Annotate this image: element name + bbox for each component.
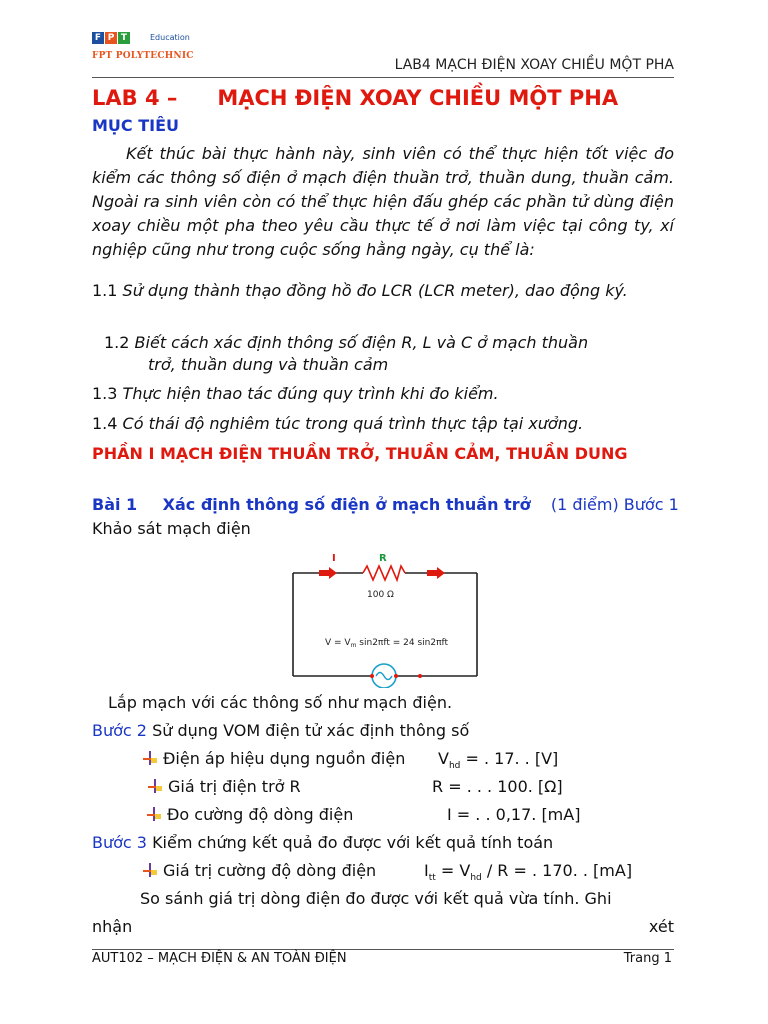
objective-1: [92, 280, 674, 302]
label-current: I: [332, 553, 336, 564]
footer-divider: [92, 949, 674, 950]
current-arrow-icon: [427, 567, 445, 579]
cross-bullet-icon: [143, 751, 157, 765]
compare-instruction: So sánh giá trị dòng điện đo được với kết quả vừa tính. Ghi: [140, 889, 612, 908]
section-heading-phan-1: PHẦN I MẠCH ĐIỆN THUẦN TRỞ, THUẦN CẢM, THUẦN DUNG: [92, 444, 628, 463]
objective-2: [104, 332, 674, 376]
step-3-text: Kiểm chứng kết quả đo được với kết quả tính toán: [152, 833, 554, 852]
step-3: [92, 832, 553, 854]
exercise-points: (1 điểm): [550, 495, 619, 514]
footer-page-number: Trang 1: [623, 951, 672, 966]
step-1-label: Bước 1: [623, 495, 679, 514]
measurement-label: Đo cường độ dòng điện: [167, 805, 354, 824]
measurement-resistance: [148, 776, 563, 798]
measurement-current: [147, 804, 581, 826]
circuit-wires: [293, 573, 477, 676]
measurement-label: Điện áp hiệu dụng nguồn điện: [163, 749, 406, 768]
resistor-value: 100 Ω: [367, 590, 394, 600]
intro-text: Kết thúc bài thực hành này, sinh viên có thể thực hiện tốt việc đo kiểm các thông số điện ở mạch điện thuần trở, thuần dung, thuần cảm. Ngoài ra sinh viên còn có thể thực hiện đấu ghép các phần tử dùng điện xoay chiều một pha theo yêu cầu thực tế ở nơi làm việc tại công ty, xí nghiệp cũng như trong cuộc sống hằng ngày, cụ thể là:: [92, 144, 674, 259]
footer-course: AUT102 – MẠCH ĐIỆN & AN TOÀN ĐIỆN: [92, 951, 347, 966]
measurement-label: Giá trị cường độ dòng điện: [163, 861, 377, 880]
step-3-label: Bước 3: [92, 833, 147, 852]
value: / R = . 170. . [mA]: [486, 861, 633, 880]
title-left: LAB 4 –: [92, 86, 178, 110]
symbol-sub: hd: [470, 873, 482, 884]
logo-block: P: [105, 32, 117, 44]
measurement-value: [438, 748, 558, 777]
cross-bullet-icon: [147, 807, 161, 821]
cross-bullet-icon: [143, 863, 157, 877]
symbol: = V: [440, 861, 471, 880]
objective-number: 1.4: [92, 414, 118, 433]
objective-number: 1.1: [92, 281, 118, 300]
step-1-text: Khảo sát mạch điện: [92, 519, 251, 538]
logo-education: Education: [150, 33, 190, 42]
objective-text: Sử dụng thành thạo đồng hồ đo LCR (LCR meter), dao động ký.: [122, 281, 628, 300]
step-2-text: Sử dụng VOM điện tử xác định thông số: [152, 721, 470, 740]
cross-bullet-icon: [148, 779, 162, 793]
logo-name: FPT POLYTECHNIC: [92, 51, 194, 61]
objective-3: [92, 383, 674, 405]
measurement-value: R = . . . 100. [Ω]: [432, 777, 563, 796]
measurement-voltage: [143, 748, 559, 772]
compare-word: xét: [648, 917, 674, 936]
compare-word: nhận: [92, 917, 133, 936]
assembly-instruction: Lắp mạch với các thông số như mạch điện.: [108, 693, 453, 712]
objective-number: 1.3: [92, 384, 118, 403]
logo-blocks: [92, 32, 130, 46]
source-formula: [325, 638, 448, 649]
logo-block: T: [118, 32, 130, 44]
resistive-circuit-diagram: [290, 548, 480, 688]
exercise-label: Bài 1: [92, 495, 138, 514]
step-2: [92, 720, 469, 742]
exercise-title: Xác định thông số điện ở mạch thuần trở: [162, 495, 531, 514]
muc-tieu-heading: MỤC TIÊU: [92, 116, 180, 135]
resistor-symbol: [363, 566, 405, 580]
objective-text: Biết cách xác định thông số điện R, L và C ở mạch thuần: [134, 333, 589, 352]
measurement-value: I = . . 0,17. [mA]: [447, 805, 581, 824]
formula-sub: m: [350, 642, 357, 649]
measurement-value: [424, 860, 632, 889]
objective-text-cont: trở, thuần dung và thuần cảm: [148, 355, 389, 374]
objective-number: 1.2: [104, 333, 130, 352]
objective-text: Thực hiện thao tác đúng quy trình khi đo kiểm.: [122, 384, 499, 403]
current-arrow-icon: [319, 567, 337, 579]
symbol-sub: tt: [428, 873, 436, 884]
symbol: V: [438, 749, 449, 768]
exercise-1-heading: [92, 493, 682, 541]
symbol: I: [424, 861, 429, 880]
header-divider: [92, 77, 674, 78]
intro-paragraph: [92, 142, 674, 262]
formula-part: sin2πft = 24 sin2πft: [356, 638, 449, 648]
formula-part: V = V: [325, 638, 351, 648]
value: = . 17. . [V]: [465, 749, 559, 768]
fpt-polytechnic-logo: [92, 30, 212, 66]
page-title: [92, 86, 618, 110]
title-right: MẠCH ĐIỆN XOAY CHIỀU MỘT PHA: [217, 86, 619, 110]
logo-block: F: [92, 32, 104, 44]
objective-4: [92, 413, 674, 435]
header-title: LAB4 MẠCH ĐIỆN XOAY CHIỀU MỘT PHA: [394, 57, 674, 73]
symbol-sub: hd: [448, 761, 461, 772]
objective-text: Có thái độ nghiêm túc trong quá trình thực tập tại xưởng.: [122, 414, 584, 433]
step-2-label: Bước 2: [92, 721, 147, 740]
measurement-label: Giá trị điện trở R: [168, 777, 301, 796]
calculated-current: [143, 860, 633, 884]
label-resistor: R: [379, 553, 387, 564]
